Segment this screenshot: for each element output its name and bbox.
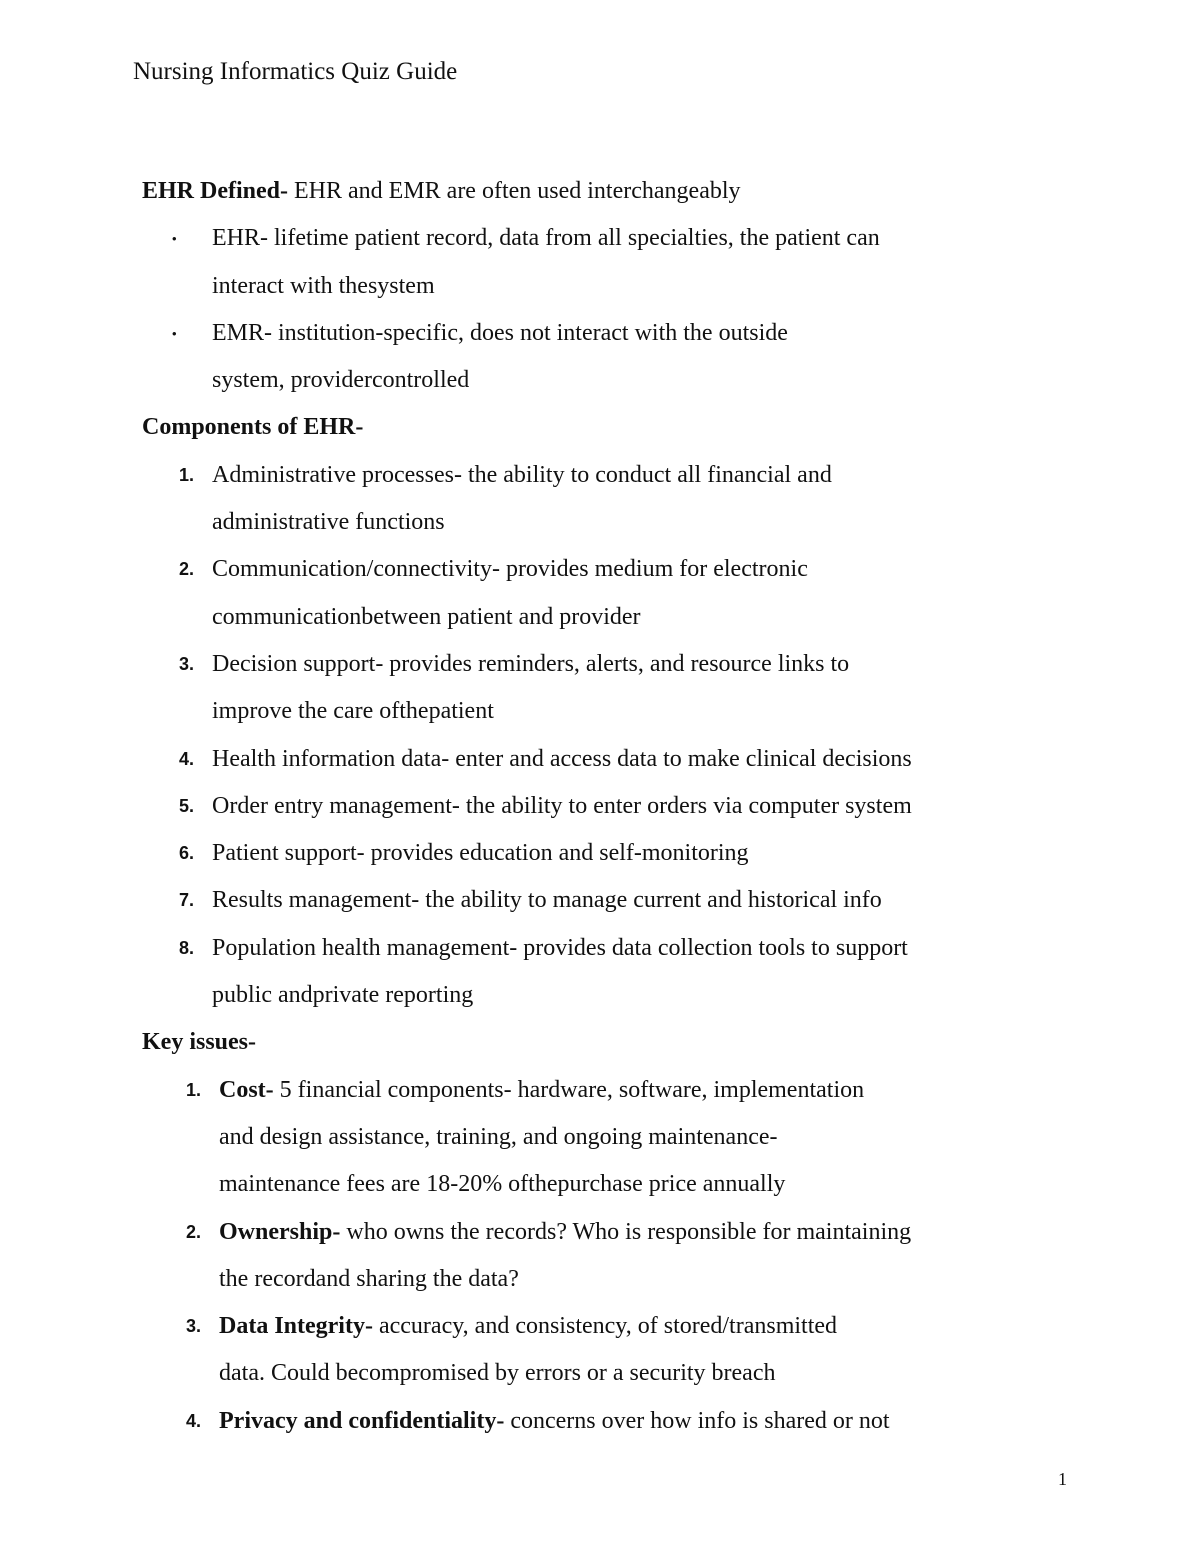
list-item [142, 736, 1062, 783]
list-number: 4. [185, 1410, 201, 1431]
list-line: maintenance fees are 18-20% ofthepurchase price annually [219, 1171, 786, 1198]
list-line: communicationbetween patient and provider [212, 603, 641, 630]
list-line: and design assistance, training, and ongoing maintenance- [219, 1123, 778, 1150]
components-list [142, 452, 1062, 1020]
issue-text: 5 financial components- hardware, software, implementation [273, 1076, 865, 1103]
list-line: Patient support- provides education and self-monitoring [212, 840, 749, 867]
list-line: administrative functions [212, 509, 445, 536]
list-number: 3. [185, 1316, 201, 1337]
document-body [142, 168, 1062, 1445]
list-item [142, 452, 1062, 547]
page-number: 1 [1058, 1469, 1067, 1489]
list-item [142, 546, 1062, 641]
list-item [142, 830, 1062, 877]
ehr-defined-line [142, 168, 1062, 215]
issue-term: Cost- [219, 1076, 274, 1103]
bullet-line: EMR- institution-specific, does not interact with the outside [212, 319, 788, 346]
list-number: 7. [178, 890, 194, 911]
list-item [142, 925, 1062, 1020]
ehr-defined-heading: EHR Defined- [142, 178, 288, 204]
components-heading: Components of EHR- [142, 414, 364, 441]
list-line: Communication/connectivity- provides medium for electronic [212, 556, 808, 583]
list-line [219, 1303, 1062, 1350]
key-issues-heading: Key issues- [142, 1029, 256, 1056]
list-item [142, 783, 1062, 830]
issue-text: who owns the records? Who is responsible for maintaining [340, 1218, 912, 1245]
list-item [142, 1398, 1062, 1445]
list-number: 8. [178, 937, 194, 958]
list-line: Decision support- provides reminders, alerts, and resource links to [212, 650, 850, 677]
bullet-item [142, 310, 1062, 405]
list-number: 4. [178, 748, 194, 769]
list-number: 1. [185, 1079, 201, 1100]
list-line: Administrative processes- the ability to conduct all financial and [212, 461, 832, 488]
list-number: 1. [178, 464, 194, 485]
list-line: data. Could becompromised by errors or a security breach [219, 1360, 776, 1387]
list-line: Order entry management- the ability to enter orders via computer system [212, 792, 912, 819]
list-number: 5. [178, 795, 194, 816]
list-line [219, 1209, 1062, 1256]
list-number: 6. [178, 843, 194, 864]
key-issues-list [142, 1067, 1062, 1445]
list-line: Health information data- enter and access data to make clinical decisions [212, 745, 912, 772]
bullet-item [142, 215, 1062, 310]
list-number: 3. [178, 653, 194, 674]
issue-text: concerns over how info is shared or not [504, 1407, 890, 1434]
issue-term: Data Integrity- [219, 1313, 373, 1340]
list-number: 2. [185, 1221, 201, 1242]
list-line: the recordand sharing the data? [219, 1265, 519, 1292]
bullet-icon: • [172, 231, 177, 247]
bullet-line: interact with thesystem [212, 272, 435, 299]
issue-term: Ownership- [219, 1218, 341, 1245]
ehr-defined-text: EHR and EMR are often used interchangeably [288, 178, 741, 204]
list-item [142, 641, 1062, 736]
list-number: 2. [178, 559, 194, 580]
list-item [142, 1067, 1062, 1209]
issue-text: accuracy, and consistency, of stored/transmitted [372, 1313, 838, 1340]
list-line [219, 1067, 1062, 1114]
list-line: public andprivate reporting [212, 982, 474, 1009]
page-header: Nursing Informatics Quiz Guide [133, 58, 458, 85]
bullet-icon: • [172, 325, 177, 341]
list-line: Population health management- provides data collection tools to support [212, 934, 908, 961]
list-line: improve the care ofthepatient [212, 698, 494, 725]
bullet-line: system, providercontrolled [212, 367, 470, 394]
list-line [219, 1398, 1062, 1445]
list-line: Results management- the ability to manage current and historical info [212, 887, 882, 914]
list-item [142, 1209, 1062, 1304]
issue-term: Privacy and confidentiality- [219, 1407, 505, 1434]
list-item [142, 1303, 1062, 1398]
list-item [142, 877, 1062, 924]
bullet-line: EHR- lifetime patient record, data from all specialties, the patient can [212, 225, 880, 252]
